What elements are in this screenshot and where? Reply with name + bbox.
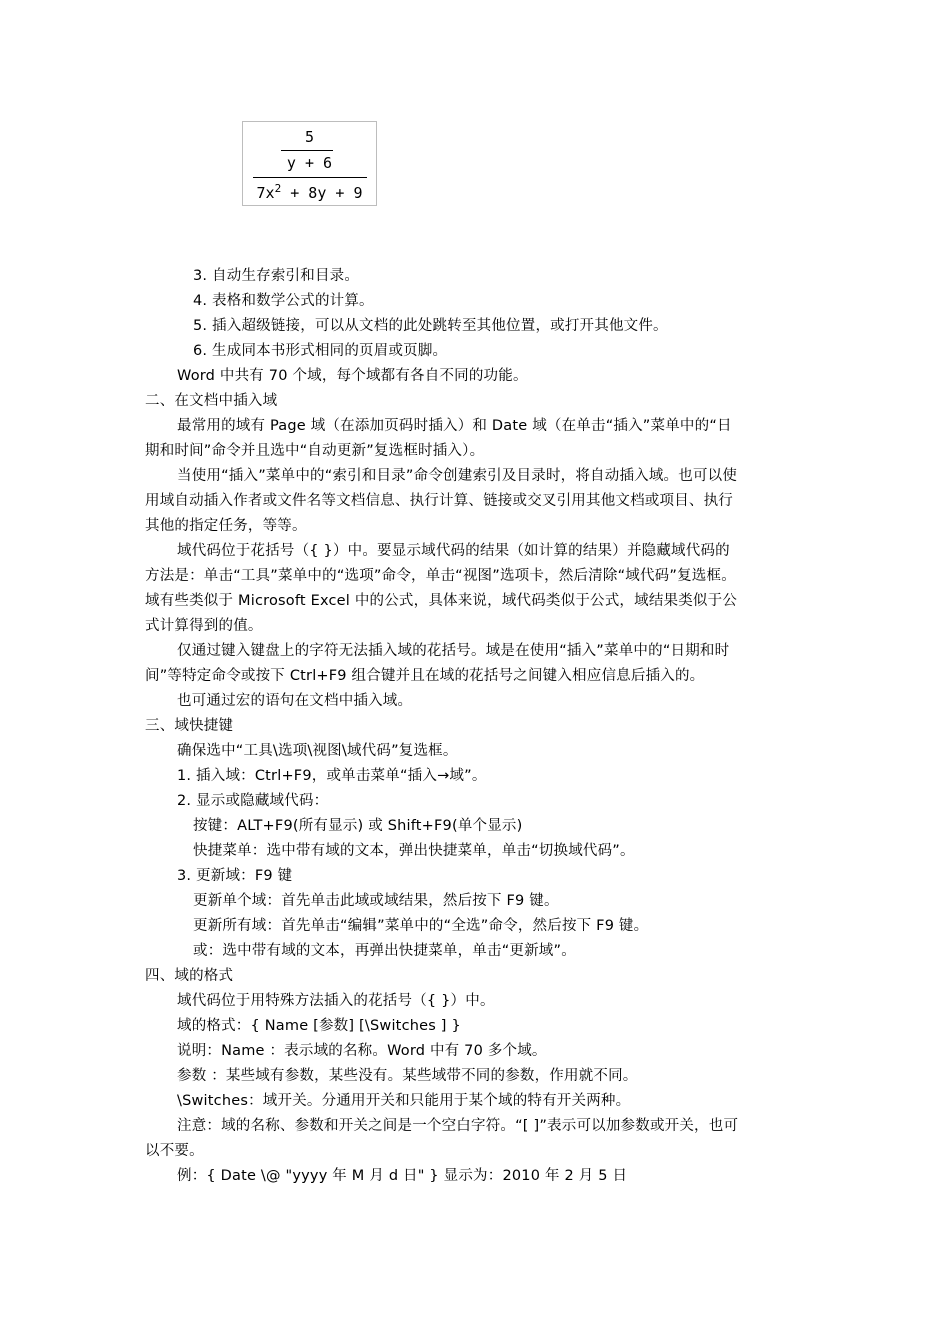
text-line: 四、域的格式 <box>145 968 234 984</box>
text-line: 方法是：单击“工具”菜单中的“选项”命令，单击“视图”选项卡，然后清除“域代码”复选框。 <box>145 568 736 584</box>
text-line: 3. 自动生存索引和目录。 <box>193 268 360 284</box>
text-line: 5. 插入超级链接，可以从文档的此处跳转至其他位置，或打开其他文件。 <box>193 318 668 334</box>
text-line: 域代码位于花括号（{ }）中。要显示域代码的结果（如计算的结果）并隐藏域代码的 <box>177 543 730 559</box>
text-line: 更新单个域：首先单击此域或域结果，然后按下 F9 键。 <box>193 893 559 909</box>
text-line: 确保选中“工具\选项\视图\域代码”复选框。 <box>177 743 458 759</box>
text-line: 仅通过键入键盘上的字符无法插入域的花括号。域是在使用“插入”菜单中的“日期和时 <box>177 643 730 659</box>
text-line: 域的格式：{ Name [参数] [\Switches ] } <box>177 1018 461 1034</box>
text-line: 注意：域的名称、参数和开关之间是一个空白字符。“[ ]”表示可以加参数或开关，也可 <box>177 1118 739 1134</box>
text-line: 最常用的域有 Page 域（在添加页码时插入）和 Date 域（在单击“插入”菜单中的“日 <box>177 418 732 434</box>
text-line: 域有些类似于 Microsoft Excel 中的公式，具体来说，域代码类似于公式，域结果类似于公 <box>145 593 738 609</box>
text-line: 参数 ：某些域有参数，某些没有。某些域带不同的参数，作用就不同。 <box>177 1068 638 1084</box>
formula-numerator: 5 <box>304 128 315 146</box>
text-line: 其他的指定任务，等等。 <box>145 518 307 534</box>
text-line: 域代码位于用特殊方法插入的花括号（{ }）中。 <box>177 993 495 1009</box>
text-line: 式计算得到的值。 <box>145 618 263 634</box>
text-line: 2. 显示或隐藏域代码： <box>177 793 329 809</box>
text-line: 期和时间”命令并且选中“自动更新”复选框时插入）。 <box>145 443 485 459</box>
text-line: 例：{ Date \@ "yyyy 年 M 月 d 日" } 显示为：2010 年 2 月 5 日 <box>177 1168 628 1184</box>
text-line: 说明：Name ：表示域的名称。Word 中有 70 多个域。 <box>177 1043 547 1059</box>
text-line: 用域自动插入作者或文件名等文档信息、执行计算、链接或交叉引用其他文档或项目、执行 <box>145 493 733 509</box>
fraction-bar-main <box>253 177 367 178</box>
text-line: 三、域快捷键 <box>145 718 234 734</box>
text-line: 4. 表格和数学公式的计算。 <box>193 293 374 309</box>
fraction-bar <box>281 150 333 151</box>
text-line: 间”等特定命令或按下 Ctrl+F9 组合键并且在域的花括号之间键入相应信息后插入的。 <box>145 668 705 684</box>
text-line: 1. 插入域：Ctrl+F9，或单击菜单“插入→域”。 <box>177 768 487 784</box>
text-line: 以不要。 <box>145 1143 204 1159</box>
formula-denominator: $7x^2 + 8y + 9$ <box>256 182 363 202</box>
text-line: 当使用“插入”菜单中的“索引和目录”命令创建索引及目录时，将自动插入域。也可以使 <box>177 468 738 484</box>
text-line: 快捷菜单：选中带有域的文本，弹出快捷菜单，单击“切换域代码”。 <box>193 843 635 859</box>
formula-image <box>242 121 377 206</box>
formula-mid-denominator: y + 6 <box>286 154 333 172</box>
text-line: 更新所有域：首先单击“编辑”菜单中的“全选”命令，然后按下 F9 键。 <box>193 918 649 934</box>
text-line: 3. 更新域：F9 键 <box>177 868 293 884</box>
text-line: Word 中共有 70 个域，每个域都有各自不同的功能。 <box>177 368 528 384</box>
text-line: 按键：ALT+F9(所有显示) 或 Shift+F9(单个显示) <box>193 818 523 834</box>
text-line: 二、在文档中插入域 <box>145 393 278 409</box>
text-line: 也可通过宏的语句在文档中插入域。 <box>177 693 413 709</box>
text-line: 或：选中带有域的文本，再弹出快捷菜单，单击“更新域”。 <box>193 943 576 959</box>
text-line: 6. 生成同本书形式相同的页眉或页脚。 <box>193 343 448 359</box>
text-line: \Switches：域开关。分通用开关和只能用于某个域的特有开关两种。 <box>177 1093 631 1109</box>
